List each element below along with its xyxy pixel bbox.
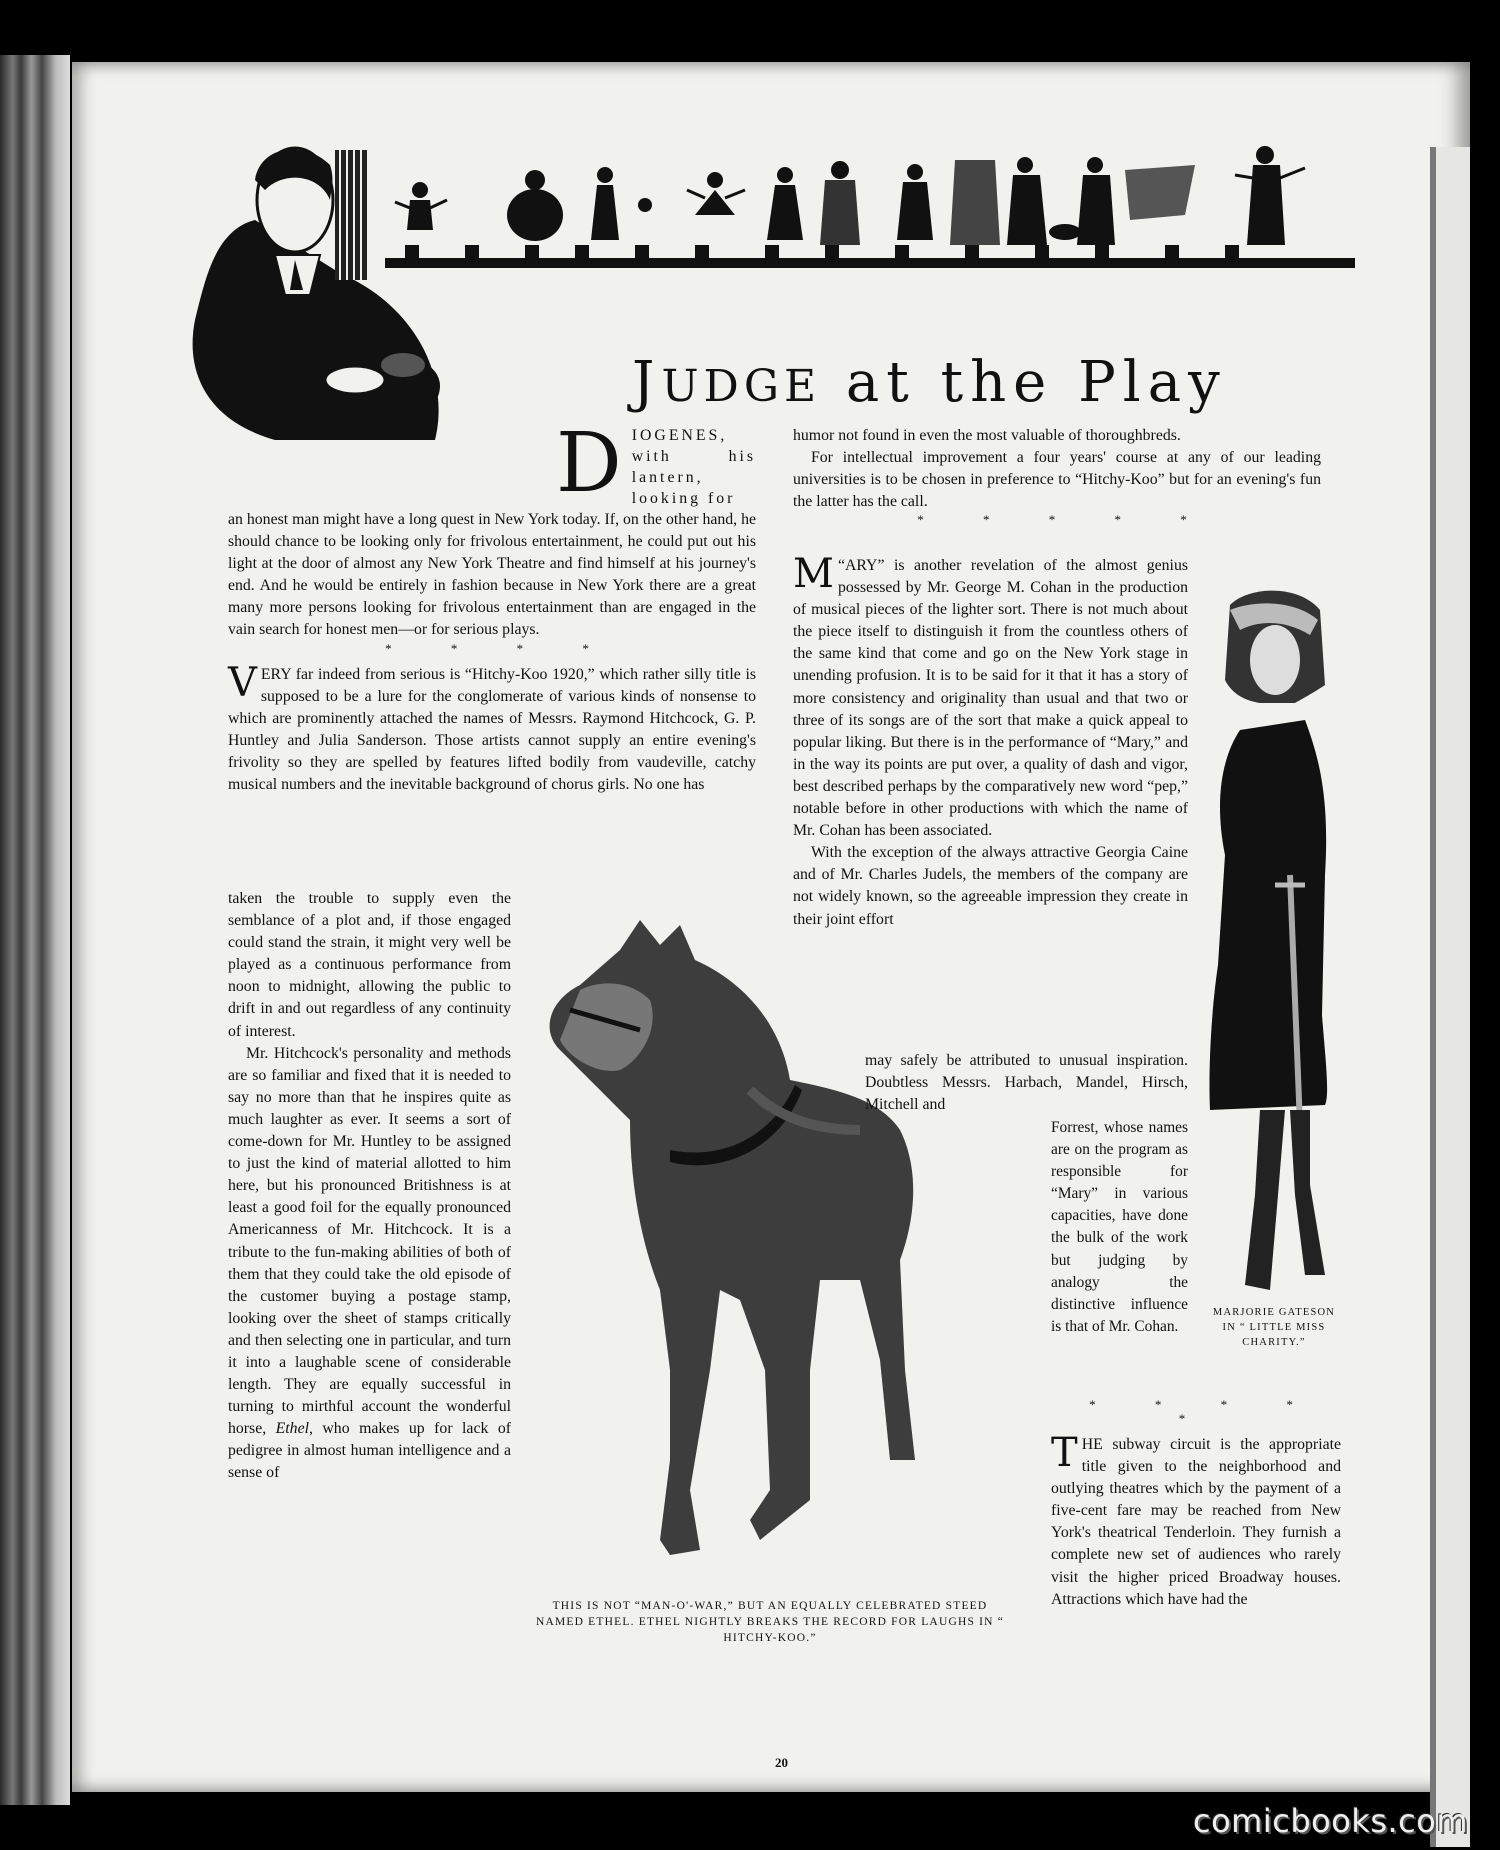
judge-portrait-illustration (193, 148, 439, 440)
column-two-inspiration: may safely be attributed to unusual inspiration. Doubtless Messrs. Harbach, Mandel, Hirsch, Mitchell and (865, 1052, 1188, 1114)
actress-photo (1200, 585, 1340, 1305)
paragraph-subway: THE subway circuit is the appropriate title given to the neighborhood and outlying theatres which by the payment of a five-cent fare may be reached from New York's theatrical Tenderloin. They furnish a complete new set of audiences who rarely visit the higher priced Broadway houses. Attractions which have had the (1051, 1430, 1341, 1608)
paragraph-plot: taken the trouble to supply even the semblance of a plot and, if those engaged could stand the strain, it might very well be played as a continuous performance from noon to midnight, allowing the public to drift in and out regardless of any continuity of interest. (228, 890, 511, 1040)
paragraph-intellectual: For intellectual improvement a four years' course at any of our leading universities is to be chosen in preference to “Hitchy-Koo” but for an evening's fun the latter has the call. (793, 449, 1321, 511)
section-divider: * * * * * (1089, 1397, 1321, 1426)
paragraph-mary: “ M ARY” is another revelation of the almost genius possessed by Mr. George M. Cohan in the production of musical pieces of the lighter sort. There is not much about the piece itself to distinguish it from the countless others of the same kind that come and go on the New York stage in unending profusion. It is to be said for it that it has a story of more consistency and originality than usual and that two or three of its songs are of the sort that make a quick appeal to popular liking. But there is in the performance of “Mary,” and in the way its points are put over, a quality of dash and vigor, best described perhaps by the comparatively new word “pep,” notable before in other productions with which the name of Mr. Cohan has been associated. (793, 551, 1188, 840)
paragraph-diogenes: an honest man might have a long quest in New York today. If, on the other hand, he should chance to be looking only for frivolous entertainment, he could put out his light at the door of almost any New York Theatre and find himself at his journey's end. And he would be entirely in fashion because in New York there are a great many more persons looking for frivolous entertainment than are engaged in the vain search for honest men—or for serious plays. (228, 511, 756, 639)
paragraph-humor: humor not found in even the most valuable of thoroughbreds. (793, 427, 1181, 444)
article-title: JUDGE at the Play (632, 350, 1227, 415)
section-divider: * * * * * (917, 512, 1215, 528)
column-one-bottom (228, 888, 511, 1485)
page-number: 20 (775, 1755, 788, 1770)
paragraph-hitchy-koo: VERY far indeed from serious is “Hitchy-Koo 1920,” which rather silly title is supposed to be a lure for the conglomerate of various kinds of nonsense to which are prominently attached the names of Messrs. Raymond Hitchcock, G. P. Huntley and Julia Sanderson. Those artists cannot supply an entire evening's frivolity so they are spelled by features lifted bodily from vaudeville, catchy musical numbers and the inevitable background of chorus girls. No one has (228, 659, 756, 794)
paragraph-company: With the exception of the always attractive Georgia Caine and of Mr. Charles Judels, the members of the company are not widely known, so the agreeable impression they create in their joint effort (793, 844, 1188, 928)
watermark-text: comicbooks.com (1192, 1802, 1468, 1840)
column-one-top: D IOGENES, with his lantern, looking for an honest man might have a long quest in New York today. If, on the other hand, he should chance to be looking only for frivolous entertainment, he could put out his light at the door of almost any New York Theatre and find himself at his journey's end. And he would be entirely in fashion because in New York there are a great many more persons looking for frivolous entertainment than are engaged in the vain search for honest men—or for serious plays. * * * * VERY far indeed from serious is “Hitchy-Koo 1920,” which rather silly title is supposed to be a lure for the conglomerate of various kinds of nonsense to which are prominently attached the names of Messrs. Raymond Hitchcock, G. P. Huntley and Julia Sanderson. Those artists cannot supply an entire evening's frivolity so they are spelled by features lifted bodily from vaudeville, catchy musical numbers and the inevitable background of chorus girls. No one has (228, 425, 756, 796)
column-two-subway (1051, 1398, 1341, 1611)
horse-photo (520, 900, 970, 1590)
drop-cap-d: D (556, 416, 622, 511)
column-two-narrow: Forrest, whose names are on the program as responsible for “Mary” in various capacities, have done the bulk of the work but judging by analogy the distinctive influence is that of Mr. Cohan. (1051, 1119, 1188, 1335)
column-two-top (793, 425, 1321, 527)
column-two-mary (793, 551, 1188, 931)
actress-caption: MARJORIE GATESON IN “ LITTLE MISS CHARITY.” (1212, 1307, 1336, 1348)
horse-caption: THIS IS NOT “MAN-O'-WAR,” BUT AN EQUALLY CELEBRATED STEED NAMED ETHEL. ETHEL NIGHTLY BREAKS THE RECORD FOR LAUGHS IN “ HITCHY-KOO.” (535, 1600, 1005, 1644)
next-page-edge (1430, 147, 1470, 1847)
book-spine (0, 55, 70, 1805)
section-divider: * * * * (385, 640, 617, 656)
paragraph-hitchcock: Mr. Hitchcock's personality and methods are so familiar and fixed that it is needed to say no more than that he inspires quite as much laughter as ever. It seems a sort of come-down for Mr. Huntley to be assigned to just the kind of material allotted to him here, but his pronounced Britishness is at least a good foil for the equally pronounced Americanness of Mr. Hitchcock. It is a tribute to the fun-making abilities of both of them that they could take the old episode of the customer buying a postage stamp, looking over the sheet of stamps critically and then selecting one in particular, and turn it into a laughable scene of considerable length. They are equally successful in turning to mirthful account the wonderful horse, Ethel, who makes up for lack of pedigree in almost human intelligence and a sense of (228, 1044, 511, 1482)
stage-figures-frieze (385, 258, 1355, 268)
